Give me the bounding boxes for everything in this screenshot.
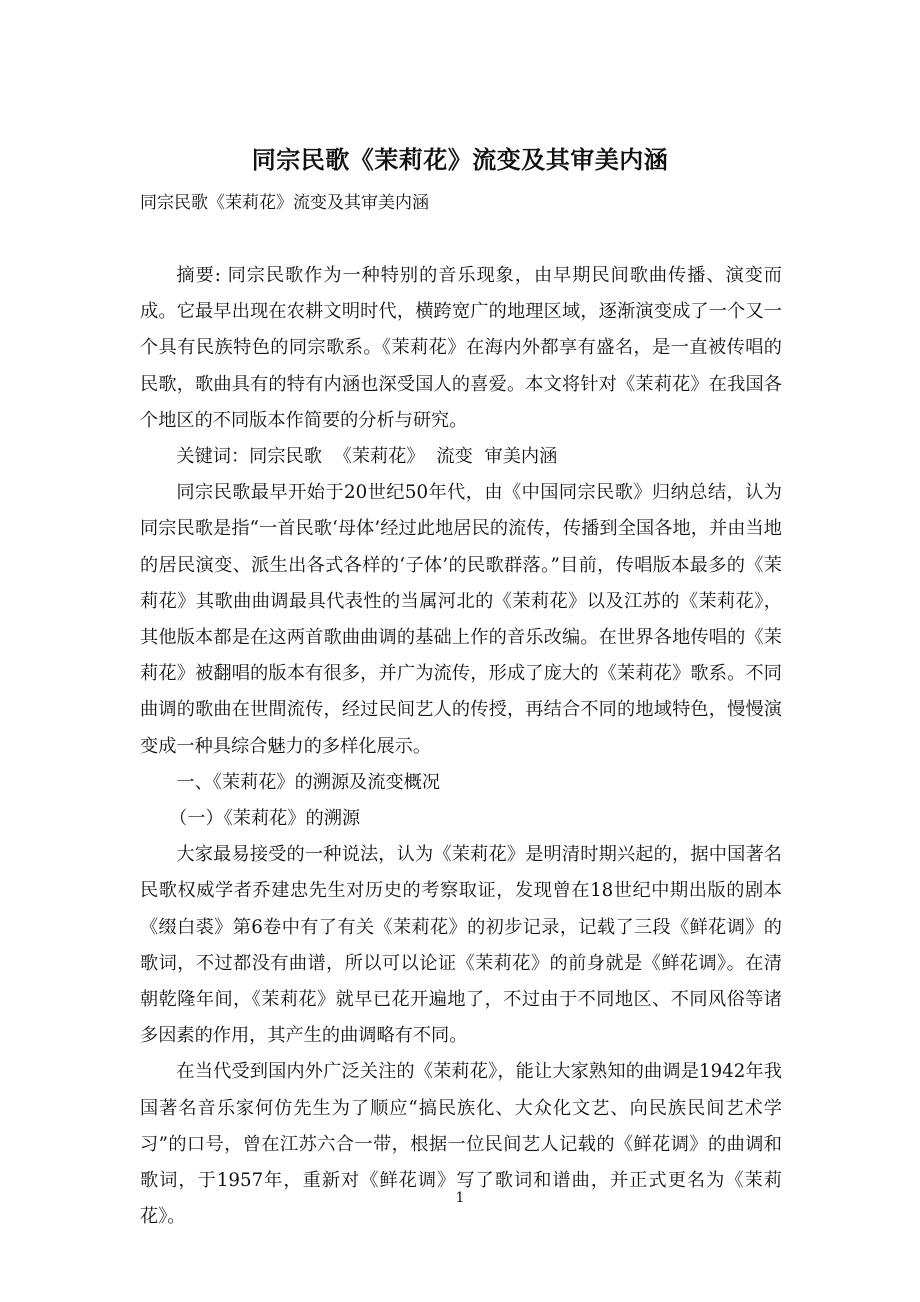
document-subtitle: 同宗民歌《茉莉花》流变及其审美内涵 [140,193,429,213]
keywords-line: 关键词：同宗民歌 《茉莉花》 流变 审美内涵 [176,446,558,468]
document-body [140,258,782,1235]
abstract-paragraph: 摘要: 同宗民歌作为一种特别的音乐现象，由早期民间歌曲传播、演变而成。它最早出现在农耕文明时代，横跨宽广的地理区域，逐渐演变成了一个又一个具有民族特色的同宗歌系。《茉莉花》在海内外都享有盛名，是一直被传唱的民歌，歌曲具有的特有内涵也深受国人的喜爱。本文将针对《茉莉花》在我国各个地区的不同版本作简要的分析与研究。 [140,265,782,431]
section-heading: 一、《茉莉花》的溯源及流变概况 [176,771,441,793]
body-paragraph: 在当代受到国内外广泛关注的《茉莉花》，能让大家熟知的曲调是1942年我国著名音乐家何仿先生为了顺应“搞民族化、大众化文艺、向民族民间艺术学习”的口号，曾在江苏六合一带，根据一位民间艺人记载的《鲜花调》的曲调和歌词，于1957年，重新对《鲜花调》写了歌词和谱曲，并正式更名为《茉莉花》。 [140,1061,782,1228]
body-paragraph: 大家最易接受的一种说法，认为《茉莉花》是明清时期兴起的，据中国著名民歌权威学者乔建忠先生对历史的考察取证，发现曾在18世纪中期出版的剧本《缀白裘》第6卷中有了有关《茉莉花》的初步记录，记载了三段《鲜花调》的歌词，不过都没有曲谱，所以可以论证《茉莉花》的前身就是《鲜花调》。在清朝乾隆年间，《茉莉花》就早已花开遍地了，不过由于不同地区、不同风俗等诸多因素的作用，其产生的曲调略有不同。 [140,844,782,1047]
document-title: 同宗民歌《茉莉花》流变及其审美内涵 [251,145,669,174]
body-paragraph: 同宗民歌最早开始于20世纪50年代，由《中国同宗民歌》归纳总结，认为同宗民歌是指“一首民歌‘母体’经过此地居民的流传，传播到全国各地，并由当地的居民演变、派生出各式各样的‘子体’的民歌群落。”目前，传唱版本最多的《茉莉花》其歌曲曲调最具代表性的当属河北的《茉莉花》以及江苏的《茉莉花》，其他版本都是在这两首歌曲曲调的基础上作的音乐改编。在世界各地传唱的《茉莉花》被翻唱的版本有很多，并广为流传，形成了庞大的《茉莉花》歌系。不同曲调的歌曲在世間流传，经过民间艺人的传授，再结合不同的地域特色，慢慢演变成一种具综合魅力的多样化展示。 [140,482,782,757]
subsection-heading: （一）《茉莉花》的溯源 [169,808,361,830]
page-number: 1 [455,1190,465,1206]
